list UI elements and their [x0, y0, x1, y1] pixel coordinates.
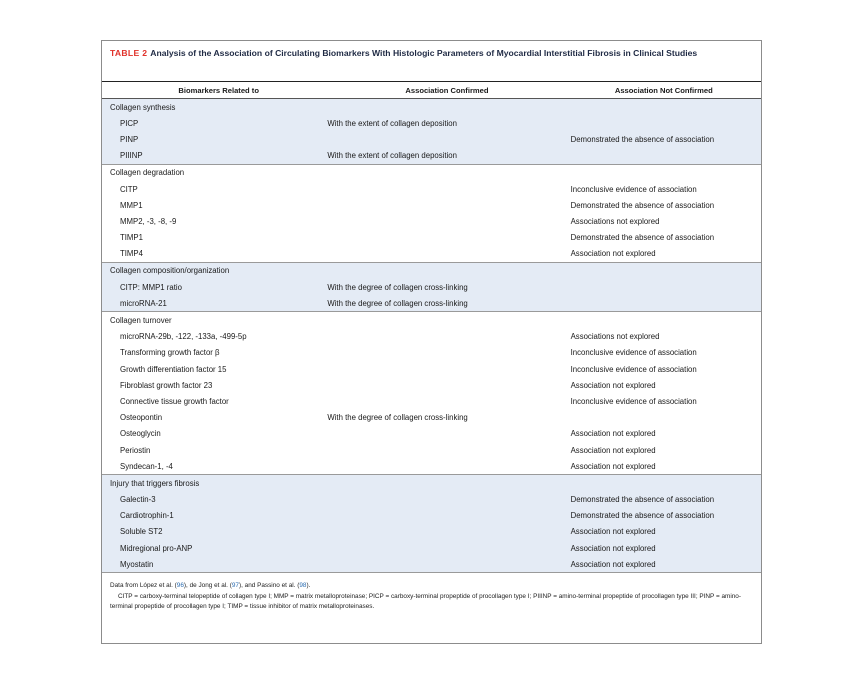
source-text: Data from López et al. ( [110, 582, 177, 590]
table-row [102, 393, 761, 409]
table-row [102, 279, 761, 295]
not-confirmed-cell: Association not explored [570, 559, 656, 569]
section-title: Collagen composition/organization [110, 266, 230, 276]
table-row [102, 377, 761, 393]
biomarker-cell: PIIINP [120, 151, 143, 161]
table-row [102, 556, 761, 572]
table-row [102, 131, 761, 147]
biomarker-cell: Connective tissue growth factor [120, 396, 229, 406]
biomarker-cell: Osteoglycin [120, 429, 161, 439]
table-section [102, 475, 761, 573]
source-note [110, 581, 753, 592]
biomarker-cell: microRNA-29b, -122, -133a, -499-5p [120, 332, 247, 342]
table-row [102, 181, 761, 197]
table-body [102, 99, 761, 573]
section-title: Collagen degradation [110, 168, 185, 178]
table-section [102, 99, 761, 165]
biomarker-cell: PICP [120, 118, 139, 128]
biomarker-cell: CITP [120, 184, 138, 194]
table-section [102, 165, 761, 263]
table-row [102, 410, 761, 426]
header-association-confirmed: Association Confirmed [405, 85, 489, 95]
biomarker-cell: MMP2, -3, -8, -9 [120, 216, 177, 226]
section-heading-row [102, 165, 761, 181]
confirmed-cell: With the extent of collagen deposition [327, 118, 457, 128]
section-title: Collagen synthesis [110, 102, 176, 112]
table-caption [102, 41, 761, 81]
table-row [102, 148, 761, 164]
table-row [102, 115, 761, 131]
biomarker-cell: Soluble ST2 [120, 527, 163, 537]
table-row [102, 458, 761, 474]
not-confirmed-cell: Demonstrated the absence of association [570, 233, 715, 243]
biomarker-cell: Growth differentiation factor 15 [120, 364, 227, 374]
biomarker-cell: Syndecan-1, -4 [120, 461, 173, 471]
reference-link[interactable]: 97 [231, 582, 239, 590]
reference-link[interactable]: 98 [299, 582, 307, 590]
biomarker-cell: PINP [120, 134, 139, 144]
table-row [102, 426, 761, 442]
biomarker-cell: TIMP1 [120, 233, 143, 243]
section-title: Injury that triggers fibrosis [110, 478, 200, 488]
section-heading-row [102, 475, 761, 491]
abbreviations-note: CITP = carboxy-terminal telopeptide of collagen type I; MMP = matrix metalloproteinase; PICP = carboxy-terminal propeptide of procollagen type I; PIIINP = amino-terminal propeptide of procollagen type III; PINP = amino-terminal propeptide of procollagen type I; TIMP = tissue inhibitor of matrix metalloproteinases. [110, 592, 741, 611]
confirmed-cell: With the degree of collagen cross-linking [327, 413, 468, 423]
not-confirmed-cell: Association not explored [570, 380, 656, 390]
not-confirmed-cell: Inconclusive evidence of association [570, 184, 697, 194]
not-confirmed-cell: Demonstrated the absence of association [570, 134, 715, 144]
not-confirmed-cell: Association not explored [570, 429, 656, 439]
header-association-not-confirmed: Association Not Confirmed [614, 85, 713, 95]
not-confirmed-cell: Association not explored [570, 527, 656, 537]
table-row [102, 540, 761, 556]
not-confirmed-cell: Association not explored [570, 445, 656, 455]
source-text: ), de Jong et al. ( [183, 582, 232, 590]
biomarker-cell: TIMP4 [120, 249, 143, 259]
section-heading-row [102, 312, 761, 328]
biomarker-cell: Periostin [120, 445, 151, 455]
not-confirmed-cell: Inconclusive evidence of association [570, 396, 697, 406]
not-confirmed-cell: Inconclusive evidence of association [570, 364, 697, 374]
not-confirmed-cell: Demonstrated the absence of association [570, 511, 715, 521]
confirmed-cell: With the degree of collagen cross-linking [327, 282, 468, 292]
confirmed-cell: With the extent of collagen deposition [327, 151, 457, 161]
biomarker-cell: Myostatin [120, 559, 154, 569]
source-text: ), and Passino et al. ( [238, 582, 300, 590]
biomarker-cell: CITP: MMP1 ratio [120, 282, 182, 292]
table-row [102, 230, 761, 246]
table-row [102, 492, 761, 508]
not-confirmed-cell: Demonstrated the absence of association [570, 200, 715, 210]
biomarker-cell: Galectin-3 [120, 495, 156, 505]
reference-link[interactable]: 96 [176, 582, 184, 590]
biomarker-cell: MMP1 [120, 200, 143, 210]
table-label: TABLE 2 [110, 48, 148, 58]
biomarker-cell: Fibroblast growth factor 23 [120, 380, 213, 390]
biomarker-cell: microRNA-21 [120, 298, 167, 308]
table-section [102, 263, 761, 313]
table-row [102, 213, 761, 229]
biomarker-cell: Transforming growth factor β [120, 348, 220, 358]
table-row [102, 329, 761, 345]
not-confirmed-cell: Association not explored [570, 461, 656, 471]
not-confirmed-cell: Demonstrated the absence of association [570, 495, 715, 505]
source-text: ). [306, 582, 311, 590]
table-title: Analysis of the Association of Circulating Biomarkers With Histologic Parameters of Myocardial Interstitial Fibrosis in Clinical Studies [150, 48, 698, 58]
table-row [102, 197, 761, 213]
not-confirmed-cell: Association not explored [570, 543, 656, 553]
table-row [102, 295, 761, 311]
table-row [102, 508, 761, 524]
not-confirmed-cell: Inconclusive evidence of association [570, 348, 697, 358]
section-heading-row [102, 99, 761, 115]
biomarker-cell: Midregional pro-ANP [120, 543, 193, 553]
table-row [102, 524, 761, 540]
table-section [102, 312, 761, 475]
not-confirmed-cell: Association not explored [570, 249, 656, 259]
biomarker-cell: Cardiotrophin-1 [120, 511, 174, 521]
header-biomarkers: Biomarkers Related to [178, 85, 259, 95]
table-footnote [102, 573, 761, 613]
table-header-row [102, 81, 761, 99]
biomarker-cell: Osteopontin [120, 413, 163, 423]
table-row [102, 246, 761, 262]
section-title: Collagen turnover [110, 316, 172, 326]
table-row [102, 442, 761, 458]
table-row [102, 345, 761, 361]
table-card [101, 40, 762, 644]
not-confirmed-cell: Associations not explored [570, 216, 660, 226]
not-confirmed-cell: Associations not explored [570, 332, 660, 342]
confirmed-cell: With the degree of collagen cross-linking [327, 298, 468, 308]
table-row [102, 361, 761, 377]
section-heading-row [102, 263, 761, 279]
